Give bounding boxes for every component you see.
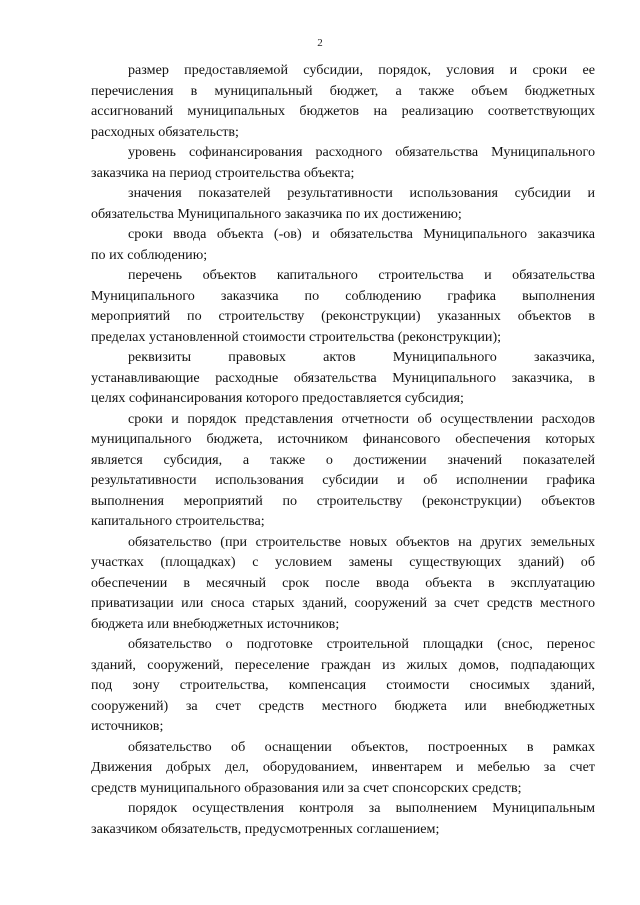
text-line: расходных обязательств;: [91, 123, 239, 140]
text-line: целях софинансирования которого предоставляется субсидия;: [91, 390, 464, 406]
text-line: Муниципального заказчика по соблюдению графика выполнения: [91, 287, 595, 304]
page-number: 2: [317, 37, 323, 49]
text-line: выполнения мероприятий по строительству (реконструкции) объектов: [91, 492, 595, 509]
text-line: порядок осуществления контроля за выполнением Муниципальным: [128, 800, 595, 816]
text-line: ассигнований муниципальных бюджетов на реализацию соответствующих: [91, 103, 595, 119]
text-line: Движения добрых дел, оборудованием, инвентарем и мебелью за счет: [91, 759, 595, 775]
text-line: перечисления в муниципальный бюджет, а также объем бюджетных: [91, 82, 595, 99]
text-line: обязательство о подготовке строительной площадки (снос, перенос: [128, 636, 595, 652]
text-line: мероприятий по строительству (реконструкции) указанных объектов в: [91, 308, 595, 324]
paragraph: [91, 265, 595, 347]
text-line: сооружений) за счет средств местного бюджета или внебюджетных: [91, 697, 595, 714]
text-line: сроки и порядок представления отчетности об осуществлении расходов: [128, 410, 595, 427]
text-line: заказчиком обязательств, предусмотренных соглашением;: [91, 820, 440, 837]
text-line: реквизиты правовых актов Муниципального заказчика,: [128, 349, 595, 365]
text-line: обязательства Муниципального заказчика по их достижению;: [91, 205, 462, 222]
text-line: заказчика на период строительства объекта;: [91, 164, 355, 181]
text-line: источников;: [91, 718, 164, 734]
text-line: приватизации или сноса старых зданий, сооружений за счет средств местного: [91, 595, 595, 611]
text-line: зданий, сооружений, переселение граждан из жилых домов, подпадающих: [91, 656, 595, 673]
paragraph: [91, 347, 595, 409]
text-line: обеспечении в месячный срок после ввода объекта в эксплуатацию: [91, 574, 595, 591]
text-line: результативности использования субсидии и об исполнении графика: [91, 472, 595, 488]
text-line: муниципального бюджета, источником финансового обеспечения которых: [91, 431, 595, 447]
text-line: перечень объектов капитального строительства и обязательства: [128, 267, 595, 283]
text-line: пределах установленной стоимости строительства (реконструкции);: [91, 328, 502, 345]
text-line: бюджета или внебюджетных источников;: [91, 615, 340, 632]
text-line: участках (площадках) с условием замены существующих зданий) об: [91, 554, 595, 570]
text-line: под зону строительства, компенсация стоимости сносимых зданий,: [91, 677, 595, 693]
text-line: устанавливающие расходные обязательства Муниципального заказчика, в: [91, 369, 595, 386]
paragraph: [91, 183, 595, 224]
document-body: [91, 60, 595, 839]
text-line: средств муниципального образования или за счет спонсорских средств;: [91, 779, 522, 796]
paragraph: [91, 142, 595, 183]
paragraph: [91, 634, 595, 737]
text-line: значения показателей результативности использования субсидии и: [128, 185, 595, 201]
text-line: размер предоставляемой субсидии, порядок, условия и сроки ее: [128, 62, 595, 78]
text-line: сроки ввода объекта (-ов) и обязательства Муниципального заказчика: [128, 226, 595, 242]
paragraph: [91, 532, 595, 635]
paragraph: [91, 224, 595, 265]
text-line: по их соблюдению;: [91, 246, 208, 263]
paragraph: [91, 409, 595, 532]
text-line: уровень софинансирования расходного обязательства Муниципального: [128, 144, 595, 160]
paragraph: [91, 798, 595, 839]
text-line: капитального строительства;: [91, 513, 265, 529]
text-line: обязательство (при строительстве новых объектов на других земельных: [128, 533, 595, 550]
paragraph: [91, 737, 595, 799]
text-line: обязательство об оснащении объектов, построенных в рамках: [128, 738, 595, 755]
text-line: является субсидия, а также о достижении значений показателей: [91, 451, 595, 468]
paragraph: [91, 60, 595, 142]
